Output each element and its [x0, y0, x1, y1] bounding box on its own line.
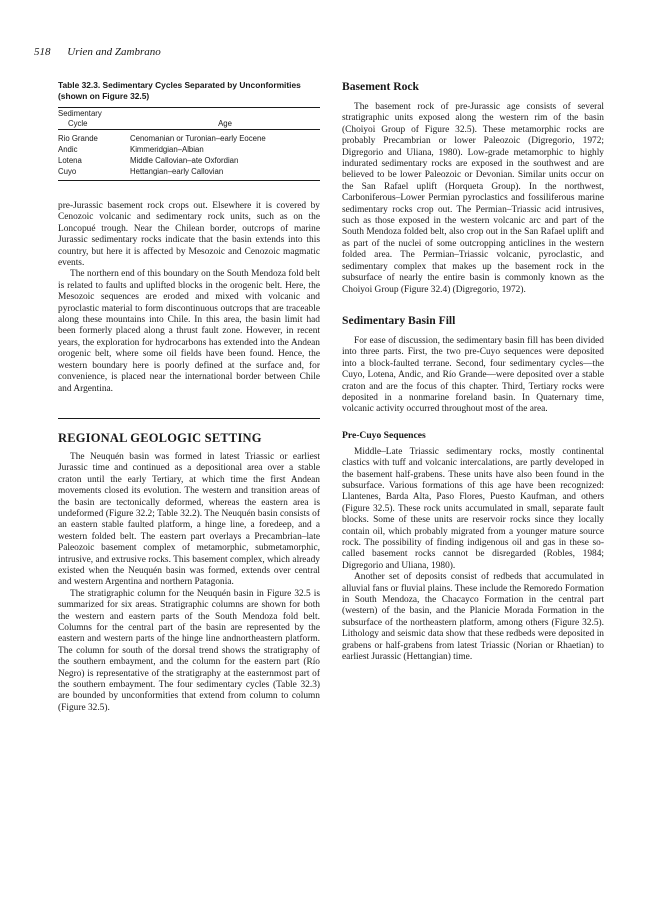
running-head-authors: Urien and Zambrano	[67, 46, 161, 58]
paragraph-basement-outcrop: pre-Jurassic basement rock crops out. Elsewhere it is covered by Cenozoic volcanic and sedimentary rock units, such as on the Loncopué trough. Near the Chilean border, outcrops of marine Jurassic sedimentary rocks indicate that the basin extends into this country, but here it is affected by Mesozoic and Cenozoic magmatic events.	[58, 201, 320, 269]
heading-sedimentary-basin-fill: Sedimentary Basin Fill	[342, 313, 456, 327]
paragraph-triassic-rocks: Middle–Late Triassic sedimentary rocks, mostly continental clastics with tuff and volcanic intercalations, are partly developed in the basement half-grabens. These units have also been found in the subsurface. Various formations of this age have been recognized: Llantenes, Barda Alta, Paso Flores, Puesto Kaufman, and others (Figure 32.5). These rock units accumulated in small, separate fault blocks. Some of these units are reservoir rocks since they locally contain oil, which probably migrated from a younger mature source rock. The possibility of finding indigenous oil and gas in these so-called basement rocks cannot be disregarded (Robles, 1984; Digregorio and Uliana, 1980).	[342, 446, 604, 571]
table-cell-age: Hettangian–early Callovian	[130, 167, 320, 181]
table-cell-age: Middle Callovian–ate Oxfordian	[130, 156, 239, 165]
table-row	[58, 145, 320, 156]
table-row	[58, 130, 320, 145]
table-cell-age: Cenomanian or Turonian–early Eocene	[130, 134, 266, 143]
table-header-age: Age	[218, 118, 232, 128]
table-cell-cycle: Andic	[58, 145, 78, 154]
table-cell-cycle: Lotena	[58, 156, 82, 165]
sedimentary-cycles-table	[58, 107, 320, 181]
table-header-row	[58, 108, 320, 130]
table-header-cycle	[58, 108, 130, 130]
table-cell-cycle: Cuyo	[58, 167, 130, 181]
table-caption: Table 32.3. Sedimentary Cycles Separated by Unconformities (shown on Figure 32.5)	[58, 80, 301, 101]
right-column	[342, 80, 604, 663]
page-number: 518	[34, 46, 51, 58]
left-column	[58, 80, 320, 714]
table-header-cycle-line1: Sedimentary	[58, 109, 102, 118]
paragraph-basement-rock: The basement rock of pre-Jurassic age consists of several stratigraphic units exposed along the western rim of the basin (Choiyoi Group of Figure 32.5). These metamorphic rocks are probably Precambrian or lower Paleozoic (Digregorio, 1972; Digregorio and Uliana, 1980). Low-grade metamorphic to highly indurated sedimentary rocks are exposed in the southwest and are believed to be lower Paleozoic or Devonian. Similar units occur on the San Rafael uplift (Horqueta Group). In the northwest, Carboniferous–Lower Permian pyroclastics and fossiliferous marine sedimentary rocks crop out. The Permian–Triassic acid intrusives, such as those exposed in the western volcanic arc and part of the South Mendoza folded belt, also crop out in the San Rafael uplift and as part of the nuclei of some outcropping anticlines in the western folded area. The Permian–Triassic volcanic, pyroclastic, and sedimentary complex that makes up the basement rock in the subsurface of nearly the entire basin is commonly known as the Choiyoi Group (Figure 32.4) (Digregorio, 1972).	[342, 102, 604, 295]
heading-regional-geologic-setting: REGIONAL GEOLOGIC SETTING	[58, 418, 320, 446]
heading-basement-rock: Basement Rock	[342, 80, 419, 93]
paragraph-redbeds: Another set of deposits consist of redbeds that accumulated in alluvial fans or fluvial plains. These include the Remoredo Formation in South Mendoza, the Chacayco Formation in the central part (western) of the basin, and the Planicie Morada Formation in the subsurface of the northeastern platform, among others (Figure 32.5). Lithology and seismic data show that these redbeds were deposited in grabens or half-grabens from latest Triassic (Norian or Rhaetian) to earliest Jurassic (Hettangian) time.	[342, 572, 604, 663]
paragraph-basin-fill: For ease of discussion, the sedimentary basin fill has been divided into three parts. First, the two pre-Cuyo sequences were deposited into a block-faulted terrane. Second, four sedimentary cycles—the Cuyo, Lotena, Andic, and Río Grande—were deposited over a stable craton and are the focus of this chapter. Third, Tertiary rocks were deposited in a nonmarine foreland basin. In Quaternary time, volcanic activity occurred throughout most of the area.	[342, 335, 604, 415]
paragraph-basin-formation: The Neuquén basin was formed in latest Triassic or earliest Jurassic time and continued as a depositional area over a stable craton until the early Tertiary, at which time the first Andean movements closed its evolution. The western and transition areas of the basin are tectonically deformed, whereas the eastern area is undeformed (Figure 32.2; Table 32.2). The Neuquén basin consists of an eastern stable faulted platform, a hinge line, a foredeep, and a western folded belt. The eastern part overlays a Precambrian–late Paleozoic basement complex of metamorphic, submetamorphic, intrusive, and extrusive rocks. This basement complex, which already existed when the Neuquén basin was formed, extends over central and western Argentina and northern Patagonia.	[58, 451, 320, 588]
table-row	[58, 167, 320, 181]
paragraph-northern-boundary: The northern end of this boundary on the South Mendoza fold belt is related to faults and uplifted blocks in the orogenic belt. Here, the Mesozoic sequences are eroded and mixed with volcanic and pyroclastic material to form discontinuous outcrops that are traceable along these mountains into Chile. In this area, the basin limit had been formerly placed along a thrust fault zone. However, in recent years, the exploration for hydrocarbons has extended into the Andean orogenic belt, where some oil fields have been found. Hence, the western boundary here is poorly defined at the surface and, for convenience, is placed near the international border between Chile and Argentina.	[58, 269, 320, 394]
table-row	[58, 156, 320, 167]
table-cell-age: Kimmeridgian–Albian	[130, 145, 204, 154]
running-head	[34, 46, 161, 58]
table-cell-cycle: Rio Grande	[58, 134, 98, 143]
table-header-cycle-line2: Cycle	[68, 118, 88, 128]
paragraph-stratigraphic-column: The stratigraphic column for the Neuquén basin in Figure 32.5 is summarized for six areas. Stratigraphic columns are shown for both the western and eastern parts of the South Mendoza fold belt. Columns for the central part of the basin are represented by the eastern and western parts of the hinge line andnortheastern platform. The column for south of the dorsal trend shows the stratigraphy of the southern embayment, and the column for the eastern part (Río Negro) is representative of the stratigraphy at the easternmost part of the southern embayment. The four sedimentary cycles (Table 32.3) are bounded by unconformities that extend from column to column (Figure 32.5).	[58, 588, 320, 713]
heading-pre-cuyo-sequences: Pre-Cuyo Sequences	[342, 429, 426, 441]
